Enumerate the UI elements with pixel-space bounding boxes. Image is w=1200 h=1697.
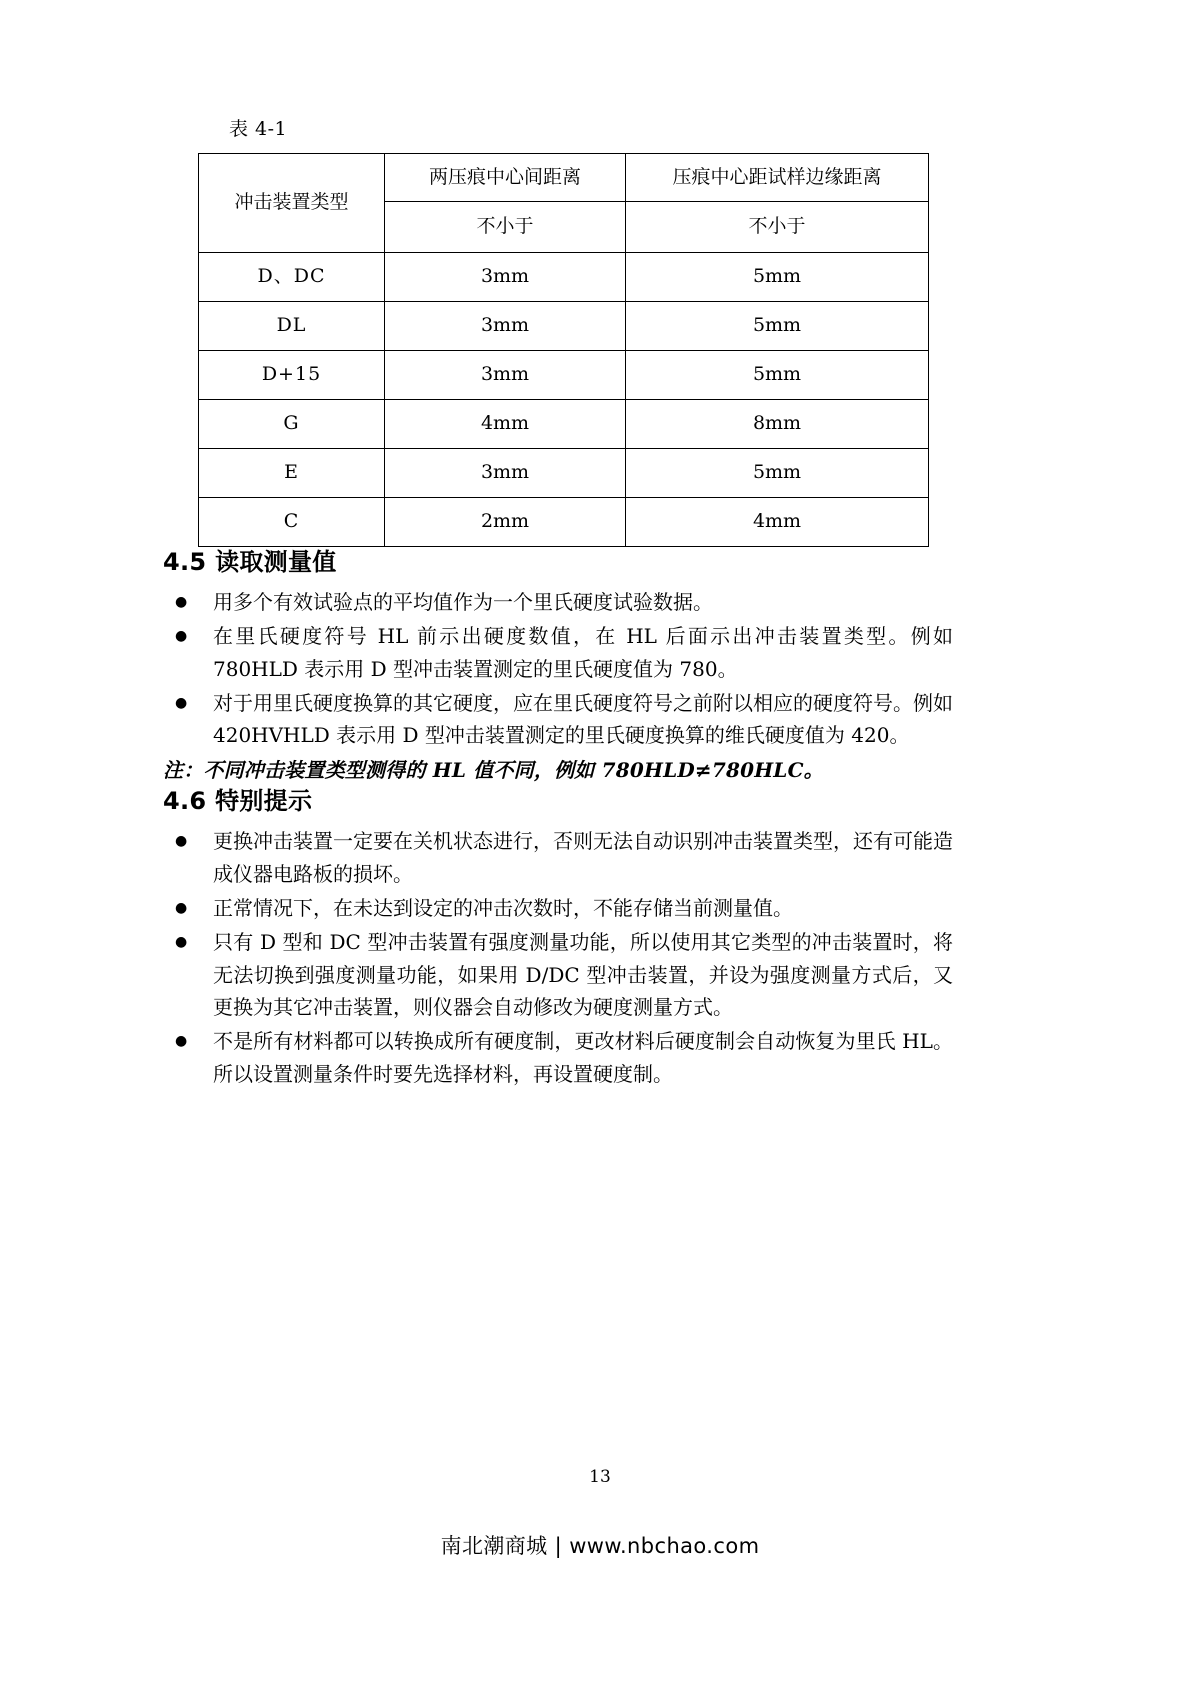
section-heading-4-6: 4.6 特别提示 <box>163 787 313 816</box>
list-item: ● 不是所有材料都可以转换成所有硬度制，更改材料后硬度制会自动恢复为里氏 HL。所以设置测量条件时要先选择材料，再设置硬度制。 <box>163 1025 953 1090</box>
table-header-cell-center-distance: 两压痕中心间距离 <box>385 153 626 201</box>
table-cell-device: DL <box>199 301 385 350</box>
table-row <box>199 399 929 448</box>
table-cell-device: D+15 <box>199 350 385 399</box>
page-content <box>163 118 953 1092</box>
list-item: ● 用多个有效试验点的平均值作为一个里氏硬度试验数据。 <box>163 586 953 618</box>
list-item: ● 对于用里氏硬度换算的其它硬度，应在里氏硬度符号之前附以相应的硬度符号。例如 420HVHLD 表示用 D 型冲击装置测定的里氏硬度换算的维氏硬度值为 420。 <box>163 687 953 752</box>
table-row <box>199 448 929 497</box>
table-cell-edge: 8mm <box>626 399 929 448</box>
list-item: ● 更换冲击装置一定要在关机状态进行，否则无法自动识别冲击装置类型，还有可能造成仪器电路板的损坏。 <box>163 825 953 890</box>
section-heading-4-5: 4.5 读取测量值 <box>163 547 337 576</box>
table-cell-center: 3mm <box>385 350 626 399</box>
table-row <box>199 497 929 546</box>
table-cell-center: 3mm <box>385 252 626 301</box>
table-cell-edge: 5mm <box>626 252 929 301</box>
table-cell-edge: 4mm <box>626 497 929 546</box>
table-cell-center: 4mm <box>385 399 626 448</box>
spec-table <box>198 153 929 547</box>
table-header-row <box>199 153 929 201</box>
table-cell-edge: 5mm <box>626 448 929 497</box>
table-subheader-cell-min-2: 不小于 <box>626 201 929 252</box>
table-subheader-cell-min-1: 不小于 <box>385 201 626 252</box>
table-cell-device: D、DC <box>199 252 385 301</box>
list-item: ● 在里氏硬度符号 HL 前示出硬度数值，在 HL 后面示出冲击装置类型。例如 780HLD 表示用 D 型冲击装置测定的里氏硬度值为 780。 <box>163 620 953 685</box>
table-cell-center: 3mm <box>385 448 626 497</box>
table-header-cell-device-type: 冲击装置类型 <box>199 153 385 252</box>
table-row <box>199 252 929 301</box>
table-row <box>199 301 929 350</box>
table-cell-device: G <box>199 399 385 448</box>
table-cell-center: 3mm <box>385 301 626 350</box>
note-text: 注：不同冲击装置类型测得的 HL 值不同，例如 780HLD≠780HLC。 <box>163 757 824 782</box>
table-cell-edge: 5mm <box>626 301 929 350</box>
table-cell-edge: 5mm <box>626 350 929 399</box>
table-header-cell-edge-distance: 压痕中心距试样边缘距离 <box>626 153 929 201</box>
footer-branding: 南北潮商城 | www.nbchao.com <box>440 1534 760 1558</box>
list-item: ● 正常情况下，在未达到设定的冲击次数时，不能存储当前测量值。 <box>163 892 953 924</box>
table-cell-device: C <box>199 497 385 546</box>
table-cell-device: E <box>199 448 385 497</box>
section-4-5-bullet-list <box>163 586 953 752</box>
section-4-6-bullet-list <box>163 825 953 1090</box>
table-caption: 表 4-1 <box>229 118 288 140</box>
page-number: 13 <box>589 1467 611 1487</box>
list-item: ● 只有 D 型和 DC 型冲击装置有强度测量功能，所以使用其它类型的冲击装置时，将无法切换到强度测量功能，如果用 D/DC 型冲击装置，并设为强度测量方式后，又更换为其它冲击装置，则仪器会自动修改为硬度测量方式。 <box>163 926 953 1023</box>
table-cell-center: 2mm <box>385 497 626 546</box>
table-row <box>199 350 929 399</box>
